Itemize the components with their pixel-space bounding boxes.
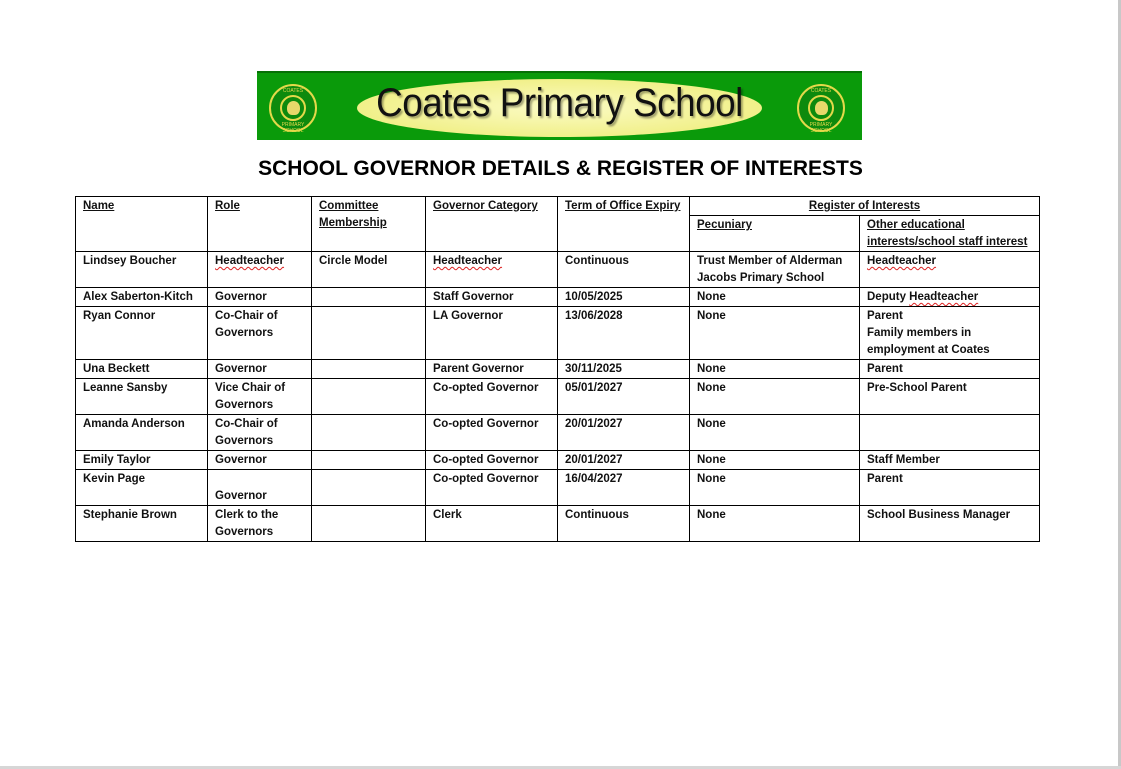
cell-other-text: Headteacher (867, 255, 937, 267)
cell-name (76, 415, 208, 451)
school-name: Coates Primary School (376, 81, 743, 125)
cell-committee-text (319, 361, 418, 378)
cell-category (426, 288, 558, 307)
cell-term (558, 360, 690, 379)
cell-pecuniary-text: Trust Member of Alderman (697, 255, 843, 267)
cell-term-text: 10/05/2025 (565, 291, 623, 303)
cell-role-text: Governors (215, 327, 274, 339)
cell-role (208, 470, 312, 506)
cell-name-text: Una Beckett (83, 363, 150, 375)
header-role-label: Role (215, 200, 240, 212)
cell-pecuniary (690, 307, 860, 360)
cell-category (426, 470, 558, 506)
cell-pecuniary (690, 252, 860, 288)
cell-other (860, 470, 1040, 506)
cell-name (76, 379, 208, 415)
cell-pecuniary (690, 360, 860, 379)
cell-name-text: Ryan Connor (83, 310, 156, 322)
cell-name-text: Lindsey Boucher (83, 255, 177, 267)
cell-role-text: Governor (215, 291, 267, 303)
cell-pecuniary (690, 506, 860, 542)
crest-top-text: COATES (282, 88, 304, 94)
frog-icon (815, 101, 828, 115)
cell-other-text: Deputy (867, 291, 910, 303)
cell-term (558, 307, 690, 360)
header-row (76, 197, 1040, 216)
cell-name-text: Alex Saberton-Kitch (83, 291, 193, 303)
cell-other-text: Parent (867, 363, 903, 375)
cell-other-text (867, 416, 1032, 433)
cell-role (208, 288, 312, 307)
cell-term (558, 470, 690, 506)
cell-committee-text (319, 416, 418, 433)
cell-committee (312, 252, 426, 288)
cell-pecuniary (690, 288, 860, 307)
cell-term-text: 30/11/2025 (565, 363, 622, 375)
cell-term (558, 451, 690, 470)
cell-category-text: Staff Governor (433, 291, 514, 303)
cell-category-text: Co-opted Governor (433, 473, 539, 485)
cell-category (426, 415, 558, 451)
cell-category-text: Co-opted Governor (433, 382, 539, 394)
cell-pecuniary-text: Jacobs Primary School (697, 272, 825, 284)
crest-bottom-text: PRIMARY SCHOOL (281, 122, 305, 134)
cell-category (426, 307, 558, 360)
cell-term (558, 288, 690, 307)
school-crest-icon (797, 84, 845, 132)
cell-term-text: 05/01/2027 (565, 382, 623, 394)
table-row (76, 415, 1040, 451)
cell-committee-text (319, 289, 418, 306)
table-row (76, 288, 1040, 307)
header-register-label: Register of Interests (808, 200, 921, 212)
cell-committee (312, 360, 426, 379)
cell-role-text: Clerk to the (215, 509, 279, 521)
cell-committee (312, 415, 426, 451)
cell-role (208, 252, 312, 288)
cell-role-text: Governor (215, 490, 267, 502)
header-other-label-line1: Other educational (867, 219, 965, 231)
cell-pecuniary-text: None (697, 291, 726, 303)
cell-committee-text (319, 380, 418, 397)
crest-top-text: COATES (810, 88, 832, 94)
cell-pecuniary-text: None (697, 363, 726, 375)
cell-other-text: School Business Manager (867, 509, 1011, 521)
cell-other (860, 451, 1040, 470)
table-row (76, 360, 1040, 379)
cell-other (860, 288, 1040, 307)
table-row (76, 379, 1040, 415)
cell-pecuniary (690, 451, 860, 470)
cell-name-text: Amanda Anderson (83, 418, 185, 430)
cell-term-text: Continuous (565, 255, 629, 267)
cell-name (76, 307, 208, 360)
cell-term (558, 506, 690, 542)
cell-other-text: Pre-School Parent (867, 382, 967, 394)
cell-role-text: Co-Chair of (215, 310, 278, 322)
header-category (426, 197, 558, 252)
cell-pecuniary-text: None (697, 454, 726, 466)
cell-committee (312, 379, 426, 415)
cell-term-text: 20/01/2027 (565, 454, 623, 466)
table-row (76, 451, 1040, 470)
cell-name (76, 506, 208, 542)
cell-other-text: Headteacher (909, 291, 979, 303)
cell-role (208, 451, 312, 470)
cell-other (860, 506, 1040, 542)
cell-pecuniary-text: None (697, 382, 726, 394)
cell-pecuniary (690, 415, 860, 451)
cell-pecuniary-text: None (697, 418, 726, 430)
cell-role-text: Vice Chair of (215, 382, 286, 394)
cell-pecuniary (690, 470, 860, 506)
cell-name (76, 288, 208, 307)
header-committee-label: Committee Membership (319, 200, 387, 229)
cell-role-text: Governors (215, 399, 274, 411)
cell-committee (312, 451, 426, 470)
cell-role (208, 307, 312, 360)
header-other-label-line2: interests/school staff interest (867, 236, 1028, 248)
cell-committee-text (319, 308, 418, 325)
cell-name-text: Leanne Sansby (83, 382, 168, 394)
cell-category-text: Co-opted Governor (433, 418, 539, 430)
header-register (690, 197, 1040, 216)
header-committee (312, 197, 426, 252)
governor-register-table (75, 196, 1040, 542)
cell-other-text: employment at Coates (867, 344, 990, 356)
cell-other (860, 307, 1040, 360)
cell-category (426, 506, 558, 542)
cell-other (860, 360, 1040, 379)
cell-committee-text: Circle Model (319, 255, 388, 267)
cell-category-text: LA Governor (433, 310, 503, 322)
cell-name-text: Emily Taylor (83, 454, 151, 466)
cell-other (860, 252, 1040, 288)
cell-category-text: Headteacher (433, 255, 503, 267)
cell-role (208, 379, 312, 415)
school-banner (257, 71, 862, 140)
table-row (76, 252, 1040, 288)
cell-category (426, 451, 558, 470)
cell-committee (312, 506, 426, 542)
cell-name-text: Stephanie Brown (83, 509, 177, 521)
cell-term-text: 20/01/2027 (565, 418, 623, 430)
cell-category (426, 360, 558, 379)
cell-category-text: Parent Governor (433, 363, 524, 375)
cell-other-text: Family members in (867, 327, 972, 339)
header-term-label: Term of Office Expiry (565, 200, 681, 212)
header-category-label: Governor Category (433, 200, 538, 212)
crest-bottom-text: PRIMARY SCHOOL (809, 122, 833, 134)
cell-name (76, 470, 208, 506)
cell-pecuniary-text: None (697, 310, 726, 322)
cell-other-text: Parent (867, 473, 903, 485)
cell-role-text: Co-Chair of (215, 418, 278, 430)
cell-committee-text (319, 452, 418, 469)
cell-term-text: Continuous (565, 509, 629, 521)
cell-role-text: Governors (215, 526, 274, 538)
cell-role-text: Headteacher (215, 255, 285, 267)
header-name-label: Name (83, 200, 115, 212)
header-term (558, 197, 690, 252)
cell-name (76, 360, 208, 379)
cell-category (426, 379, 558, 415)
cell-role (208, 360, 312, 379)
cell-committee (312, 470, 426, 506)
cell-role-text: Governor (215, 363, 267, 375)
header-pecuniary (690, 216, 860, 252)
cell-term (558, 379, 690, 415)
cell-other-text: Staff Member (867, 454, 940, 466)
cell-committee-text (319, 507, 418, 524)
cell-other (860, 415, 1040, 451)
cell-term (558, 252, 690, 288)
cell-term-text: 16/04/2027 (565, 473, 623, 485)
cell-role (208, 415, 312, 451)
cell-category-text: Clerk (433, 509, 462, 521)
cell-name (76, 252, 208, 288)
cell-committee (312, 307, 426, 360)
cell-pecuniary-text: None (697, 473, 726, 485)
cell-name-text: Kevin Page (83, 473, 145, 485)
cell-category-text: Co-opted Governor (433, 454, 539, 466)
cell-role-text: Governors (215, 435, 274, 447)
cell-name (76, 451, 208, 470)
cell-committee (312, 288, 426, 307)
header-other (860, 216, 1040, 252)
table-row (76, 470, 1040, 506)
cell-role (208, 506, 312, 542)
cell-other (860, 379, 1040, 415)
cell-role-text (215, 471, 304, 488)
cell-term (558, 415, 690, 451)
cell-role-text: Governor (215, 454, 267, 466)
cell-category (426, 252, 558, 288)
cell-pecuniary-text: None (697, 509, 726, 521)
table-row (76, 307, 1040, 360)
document-title: SCHOOL GOVERNOR DETAILS & REGISTER OF INTERESTS (258, 157, 863, 180)
header-name (76, 197, 208, 252)
header-pecuniary-label: Pecuniary (697, 219, 752, 231)
cell-pecuniary (690, 379, 860, 415)
cell-other-text: Parent (867, 310, 903, 322)
header-role (208, 197, 312, 252)
cell-committee-text (319, 471, 418, 488)
table-row (76, 506, 1040, 542)
cell-term-text: 13/06/2028 (565, 310, 623, 322)
